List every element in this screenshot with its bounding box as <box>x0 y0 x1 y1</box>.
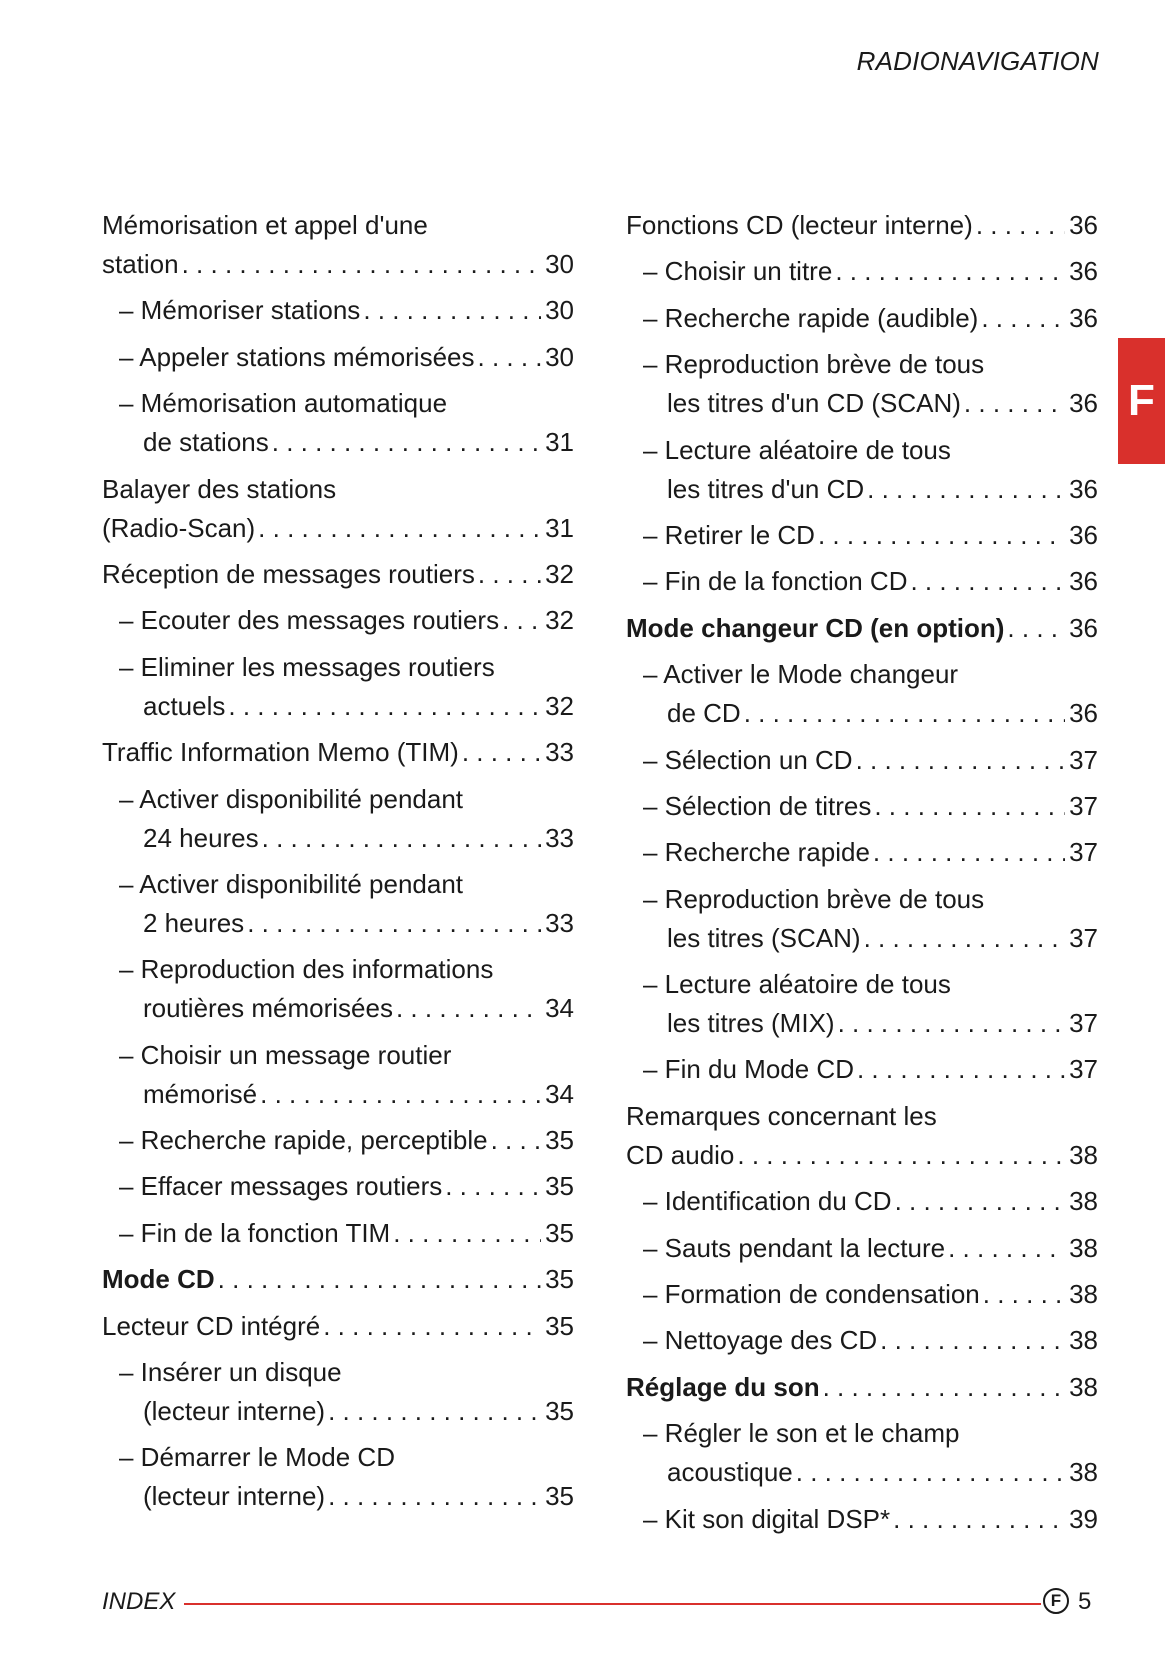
entry-text: – Démarrer le Mode CD <box>119 1442 395 1473</box>
entry-text: Lecteur CD intégré <box>102 1310 321 1341</box>
entry-line <box>102 470 574 509</box>
dot-leader <box>393 989 541 1028</box>
index-column-left <box>102 206 574 1524</box>
running-header: RADIONAVIGATION <box>856 46 1099 76</box>
entry-text: – Fin du Mode CD <box>643 1054 854 1085</box>
dot-leader <box>832 252 1065 291</box>
entry-line <box>119 384 574 423</box>
entry-line <box>643 1182 1098 1221</box>
index-subentry <box>102 648 574 726</box>
entry-text: – Recherche rapide <box>643 837 870 868</box>
entry-line <box>626 206 1098 245</box>
dot-leader <box>215 1260 541 1299</box>
index-subentry <box>102 384 574 462</box>
footer-section-label: INDEX <box>102 1588 176 1615</box>
entry-line <box>643 562 1098 601</box>
dot-leader <box>961 384 1065 423</box>
entry-text: – Retirer le CD <box>643 519 815 550</box>
dot-leader <box>475 338 542 377</box>
index-entry <box>102 206 574 284</box>
dot-leader <box>892 1182 1065 1221</box>
index-subentry <box>626 965 1098 1043</box>
entry-line <box>643 1414 1098 1453</box>
entry-page-number: 30 <box>545 295 574 326</box>
entry-page-number: 37 <box>1069 790 1098 821</box>
language-tab <box>1118 338 1165 464</box>
entry-page-number: 32 <box>545 605 574 636</box>
entry-line <box>643 516 1098 555</box>
dot-leader <box>907 562 1065 601</box>
entry-page-number: 36 <box>1069 566 1098 597</box>
dot-leader <box>325 1477 541 1516</box>
entry-page-number: 37 <box>1069 1008 1098 1039</box>
page-footer <box>102 1588 1165 1618</box>
entry-page-number: 38 <box>1069 1232 1098 1263</box>
index-subentry <box>626 1275 1098 1314</box>
entry-line <box>643 1500 1098 1539</box>
entry-line <box>119 1214 574 1253</box>
entry-page-number: 35 <box>545 1396 574 1427</box>
entry-text: – Activer disponibilité pendant <box>119 783 464 814</box>
entry-line <box>643 1453 1098 1492</box>
entry-text: – Eliminer les messages routiers <box>119 651 495 682</box>
index-subentry <box>626 431 1098 509</box>
dot-leader <box>978 299 1065 338</box>
index-subentry <box>102 291 574 330</box>
entry-line <box>643 741 1098 780</box>
index-entry <box>626 1368 1098 1407</box>
index-column-right <box>626 206 1098 1546</box>
entry-line <box>119 865 574 904</box>
entry-line <box>119 291 574 330</box>
dot-leader <box>980 1275 1065 1314</box>
entry-text: – Reproduction brève de tous <box>643 349 985 380</box>
entry-text: de stations <box>143 427 269 458</box>
entry-text: – Effacer messages routiers <box>119 1171 443 1202</box>
entry-text: – Lecture aléatoire de tous <box>643 969 951 1000</box>
entry-line <box>626 1368 1098 1407</box>
entry-page-number: 30 <box>545 249 574 279</box>
entry-text: – Choisir un message routier <box>119 1039 452 1070</box>
entry-text: Fonctions CD (lecteur interne) <box>626 210 973 240</box>
index-subentry <box>102 601 574 640</box>
entry-page-number: 39 <box>1069 1503 1098 1534</box>
entry-line <box>643 965 1098 1004</box>
entry-page-number: 35 <box>545 1125 574 1156</box>
index-entry <box>626 1097 1098 1175</box>
language-tab-letter: F <box>1128 376 1155 425</box>
dot-leader <box>244 904 541 943</box>
index-subentry <box>102 950 574 1028</box>
page-number: 5 <box>1078 1588 1092 1615</box>
entry-page-number: 35 <box>545 1171 574 1202</box>
entry-page-number: 38 <box>1069 1325 1098 1356</box>
entry-text: de CD <box>667 698 741 729</box>
entry-line <box>643 880 1098 919</box>
entry-text: Mode changeur CD (en option) <box>626 612 1005 643</box>
entry-page-number: 38 <box>1069 1139 1098 1170</box>
dot-leader <box>835 1004 1066 1043</box>
index-entry <box>102 1307 574 1346</box>
entry-text: – Reproduction brève de tous <box>643 883 985 914</box>
entry-line <box>119 687 574 726</box>
entry-page-number: 35 <box>545 1264 574 1295</box>
entry-text: actuels <box>143 690 226 721</box>
entry-line <box>643 299 1098 338</box>
entry-text: – Appeler stations mémorisées <box>119 341 475 372</box>
entry-line <box>643 655 1098 694</box>
dot-leader <box>864 470 1065 509</box>
entry-text: – Ecouter des messages routiers <box>119 605 500 636</box>
entry-page-number: 33 <box>545 822 574 853</box>
dot-leader <box>870 833 1065 872</box>
index-entry <box>626 609 1098 648</box>
entry-page-number: 36 <box>1069 698 1098 729</box>
entry-text: – Insérer un disque <box>119 1357 342 1388</box>
index-entry <box>102 470 574 548</box>
footer-rule <box>184 1603 1041 1605</box>
dot-leader <box>1004 609 1065 648</box>
index-subentry <box>626 741 1098 780</box>
entry-page-number: 33 <box>545 907 574 938</box>
entry-text: CD audio <box>626 1139 735 1170</box>
dot-leader <box>815 516 1065 555</box>
entry-page-number: 35 <box>545 1217 574 1248</box>
entry-page-number: 35 <box>545 1481 574 1512</box>
index-subentry <box>102 1167 574 1206</box>
entry-page-number: 36 <box>1069 612 1098 643</box>
dot-leader <box>360 291 541 330</box>
entry-text: mémorisé <box>143 1078 258 1109</box>
dot-leader <box>225 687 541 726</box>
entry-text: – Mémorisation automatique <box>119 388 448 419</box>
entry-page-number: 32 <box>545 558 574 589</box>
entry-page-number: 35 <box>545 1310 574 1341</box>
index-subentry <box>102 1438 574 1516</box>
entry-line <box>643 833 1098 872</box>
entry-line <box>119 1121 574 1160</box>
entry-text: les titres (MIX) <box>667 1008 835 1039</box>
entry-page-number: 34 <box>545 1078 574 1109</box>
entry-text: – Recherche rapide (audible) <box>643 302 979 333</box>
entry-line <box>102 245 574 284</box>
dot-leader <box>459 733 541 772</box>
entry-line <box>119 904 574 943</box>
dot-leader <box>854 1050 1065 1089</box>
entry-text: (lecteur interne) <box>143 1396 326 1427</box>
entry-page-number: 38 <box>1069 1279 1098 1310</box>
entry-line <box>643 694 1098 733</box>
dot-leader <box>741 694 1065 733</box>
dot-leader <box>320 1307 541 1346</box>
entry-text: Remarques concernant les <box>626 1100 937 1131</box>
dot-leader <box>871 787 1065 826</box>
entry-text: Mémorisation et appel d'une <box>102 210 428 240</box>
entry-text: Traffic Information Memo (TIM) <box>102 737 459 768</box>
entry-line <box>626 1136 1098 1175</box>
index-subentry <box>626 1050 1098 1089</box>
entry-page-number: 37 <box>1069 837 1098 868</box>
entry-text: (Radio-Scan) <box>102 512 256 543</box>
entry-line <box>119 1036 574 1075</box>
index-subentry <box>626 880 1098 958</box>
entry-line <box>643 1321 1098 1360</box>
entry-page-number: 37 <box>1069 922 1098 953</box>
entry-text: routières mémorisées <box>143 993 393 1024</box>
entry-text: 24 heures <box>143 822 259 853</box>
entry-page-number: 36 <box>1069 210 1098 240</box>
dot-leader <box>945 1229 1065 1268</box>
entry-line <box>119 780 574 819</box>
dot-leader <box>820 1368 1066 1407</box>
index-subentry <box>102 780 574 858</box>
dot-leader <box>488 1121 542 1160</box>
entry-line <box>643 470 1098 509</box>
index-entry <box>102 1260 574 1299</box>
entry-page-number: 33 <box>545 737 574 768</box>
entry-line <box>119 423 574 462</box>
entry-text: (lecteur interne) <box>143 1481 326 1512</box>
entry-text: Réglage du son <box>626 1371 820 1402</box>
entry-line <box>102 555 574 594</box>
index-subentry <box>102 1214 574 1253</box>
dot-leader <box>890 1500 1065 1539</box>
entry-line <box>119 338 574 377</box>
entry-text: – Reproduction des informations <box>119 954 494 985</box>
entry-text: Mode CD <box>102 1264 215 1295</box>
entry-line <box>643 1050 1098 1089</box>
dot-leader <box>259 819 541 858</box>
dot-leader <box>877 1321 1065 1360</box>
entry-text: – Sélection un CD <box>643 744 853 775</box>
entry-line <box>119 989 574 1028</box>
entry-line <box>102 206 574 245</box>
entry-text: – Sauts pendant la lecture <box>643 1232 946 1263</box>
index-subentry <box>626 833 1098 872</box>
entry-page-number: 36 <box>1069 473 1098 504</box>
entry-line <box>643 1229 1098 1268</box>
index-subentry <box>102 1121 574 1160</box>
dot-leader <box>734 1136 1065 1175</box>
entry-page-number: 38 <box>1069 1186 1098 1217</box>
entry-line <box>626 1097 1098 1136</box>
index-subentry <box>626 562 1098 601</box>
entry-text: – Recherche rapide, perceptible <box>119 1125 488 1156</box>
entry-text: – Kit son digital DSP* <box>643 1503 891 1534</box>
entry-text: station <box>102 249 179 279</box>
entry-line <box>119 950 574 989</box>
entry-text: 2 heures <box>143 907 245 938</box>
dot-leader <box>390 1214 541 1253</box>
entry-line <box>643 787 1098 826</box>
entry-line <box>626 609 1098 648</box>
entry-line <box>119 648 574 687</box>
entry-text: les titres (SCAN) <box>667 922 861 953</box>
entry-line <box>119 1438 574 1477</box>
index-subentry <box>626 1500 1098 1539</box>
entry-line <box>102 733 574 772</box>
index-entry <box>102 733 574 772</box>
entry-text: – Identification du CD <box>643 1186 892 1217</box>
entry-page-number: 36 <box>1069 302 1098 333</box>
dot-leader <box>257 1075 541 1114</box>
entry-page-number: 36 <box>1069 519 1098 550</box>
dot-leader <box>973 206 1065 245</box>
entry-page-number: 34 <box>545 993 574 1024</box>
dot-leader <box>793 1453 1065 1492</box>
dot-leader <box>861 919 1066 958</box>
entry-page-number: 30 <box>545 341 574 372</box>
entry-page-number: 37 <box>1069 744 1098 775</box>
entry-text: les titres d'un CD <box>667 473 865 504</box>
entry-line <box>643 431 1098 470</box>
entry-text: – Choisir un titre <box>643 256 833 287</box>
index-entry <box>626 206 1098 245</box>
index-subentry <box>626 1229 1098 1268</box>
entry-line <box>119 1167 574 1206</box>
entry-text: les titres d'un CD (SCAN) <box>667 388 961 419</box>
entry-line <box>119 1353 574 1392</box>
entry-line <box>643 384 1098 423</box>
index-subentry <box>626 655 1098 733</box>
entry-text: Balayer des stations <box>102 473 337 504</box>
index-subentry <box>626 787 1098 826</box>
entry-line <box>643 1275 1098 1314</box>
entry-line <box>119 601 574 640</box>
index-entry <box>102 555 574 594</box>
entry-text: – Nettoyage des CD <box>643 1325 878 1356</box>
entry-page-number: 31 <box>545 512 574 543</box>
entry-text: – Mémoriser stations <box>119 295 361 326</box>
entry-line <box>119 819 574 858</box>
entry-line <box>102 1307 574 1346</box>
entry-page-number: 32 <box>545 690 574 721</box>
entry-line <box>643 252 1098 291</box>
dot-leader <box>853 741 1066 780</box>
entry-text: – Régler le son et le champ <box>643 1418 960 1449</box>
entry-text: – Activer le Mode changeur <box>643 659 959 690</box>
entry-page-number: 38 <box>1069 1457 1098 1488</box>
dot-leader <box>475 555 541 594</box>
dot-leader <box>179 245 541 284</box>
entry-line <box>643 919 1098 958</box>
dot-leader <box>269 423 541 462</box>
entry-text: – Activer disponibilité pendant <box>119 868 464 899</box>
entry-page-number: 31 <box>545 427 574 458</box>
index-subentry <box>626 1321 1098 1360</box>
index-subentry <box>626 1414 1098 1492</box>
entry-page-number: 37 <box>1069 1054 1098 1085</box>
entry-line <box>643 345 1098 384</box>
entry-line <box>119 1392 574 1431</box>
dot-leader <box>442 1167 541 1206</box>
index-subentry <box>102 1036 574 1114</box>
dot-leader <box>325 1392 541 1431</box>
entry-text: Réception de messages routiers <box>102 558 475 589</box>
index-subentry <box>102 338 574 377</box>
entry-line <box>643 1004 1098 1043</box>
index-subentry <box>626 299 1098 338</box>
entry-line <box>102 509 574 548</box>
entry-text: – Lecture aléatoire de tous <box>643 434 951 465</box>
entry-page-number: 38 <box>1069 1371 1098 1402</box>
entry-text: – Formation de condensation <box>643 1279 980 1310</box>
index-subentry <box>102 865 574 943</box>
dot-leader <box>255 509 541 548</box>
entry-page-number: 36 <box>1069 256 1098 287</box>
index-subentry <box>626 516 1098 555</box>
entry-line <box>119 1075 574 1114</box>
entry-text: – Sélection de titres <box>643 790 872 821</box>
entry-text: – Fin de la fonction CD <box>643 566 908 597</box>
index-subentry <box>102 1353 574 1431</box>
dot-leader <box>499 601 541 640</box>
index-subentry <box>626 252 1098 291</box>
entry-text: acoustique <box>667 1457 793 1488</box>
entry-line <box>102 1260 574 1299</box>
entry-page-number: 36 <box>1069 388 1098 419</box>
index-subentry <box>626 345 1098 423</box>
language-badge-icon: F <box>1043 1588 1069 1614</box>
entry-text: – Fin de la fonction TIM <box>119 1217 391 1248</box>
entry-line <box>119 1477 574 1516</box>
index-subentry <box>626 1182 1098 1221</box>
